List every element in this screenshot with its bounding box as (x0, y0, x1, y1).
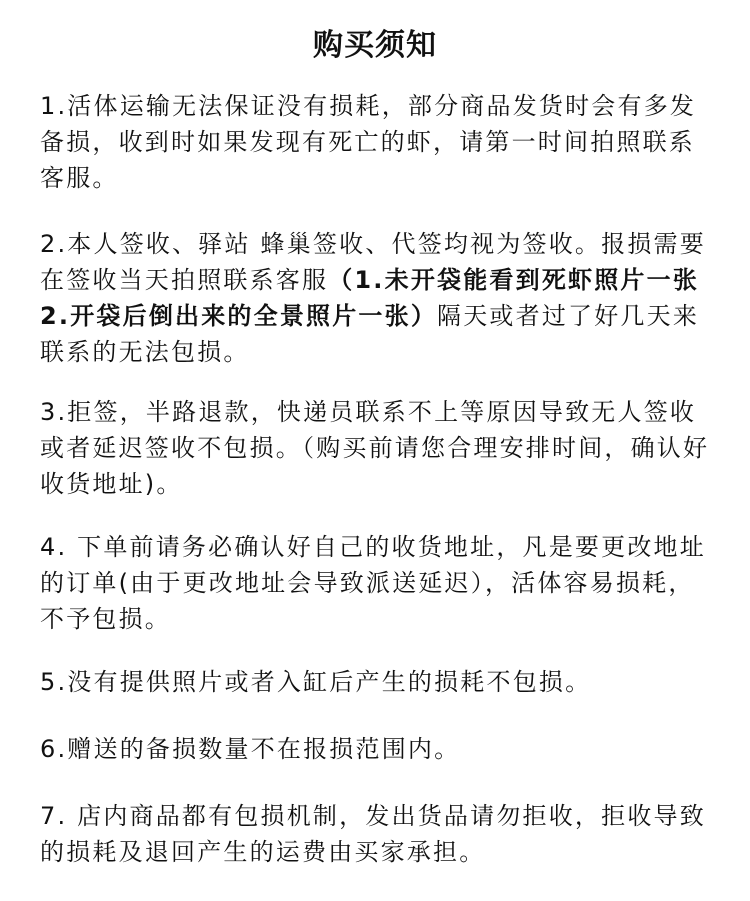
notice-item-2-bold-text: （1.未开袋能看到死虾照片一张 2.开袋后倒出来的全景照片一张） (40, 266, 700, 330)
notice-item-2-text: 2.本人签收、驿站 蜂巢签收、代签均视为签收。报损需要在签收当天拍照联系客服 (40, 230, 706, 294)
notice-item-2-text-end: 隔天或者过了好几天来联系的无法包损。 (40, 302, 700, 366)
notice-item-6: 6.赠送的备损数量不在报损范围内。 (40, 735, 461, 763)
notice-item-2 (40, 226, 715, 370)
notice-item-3: 3.拒签，半路退款，快递员联系不上等原因导致无人签收或者延迟签收不包损。（购买前请您合理安排时间，确认好收货地址)。 (40, 398, 710, 498)
page-title: 购买须知 (313, 28, 437, 63)
notice-item-5: 5.没有提供照片或者入缸后产生的损耗不包损。 (40, 668, 592, 696)
notice-item-4: 4. 下单前请务必确认好自己的收货地址，凡是要更改地址的订单(由于更改地址会导致派送延迟），活体容易损耗，不予包损。 (40, 533, 706, 633)
notice-item-7: 7. 店内商品都有包损机制，发出货品请勿拒收，拒收导致的损耗及退回产生的运费由买家承担。 (40, 802, 706, 866)
notice-item-1: 1.活体运输无法保证没有损耗，部分商品发货时会有多发备损，收到时如果发现有死亡的虾，请第一时间拍照联系客服。 (40, 92, 697, 192)
